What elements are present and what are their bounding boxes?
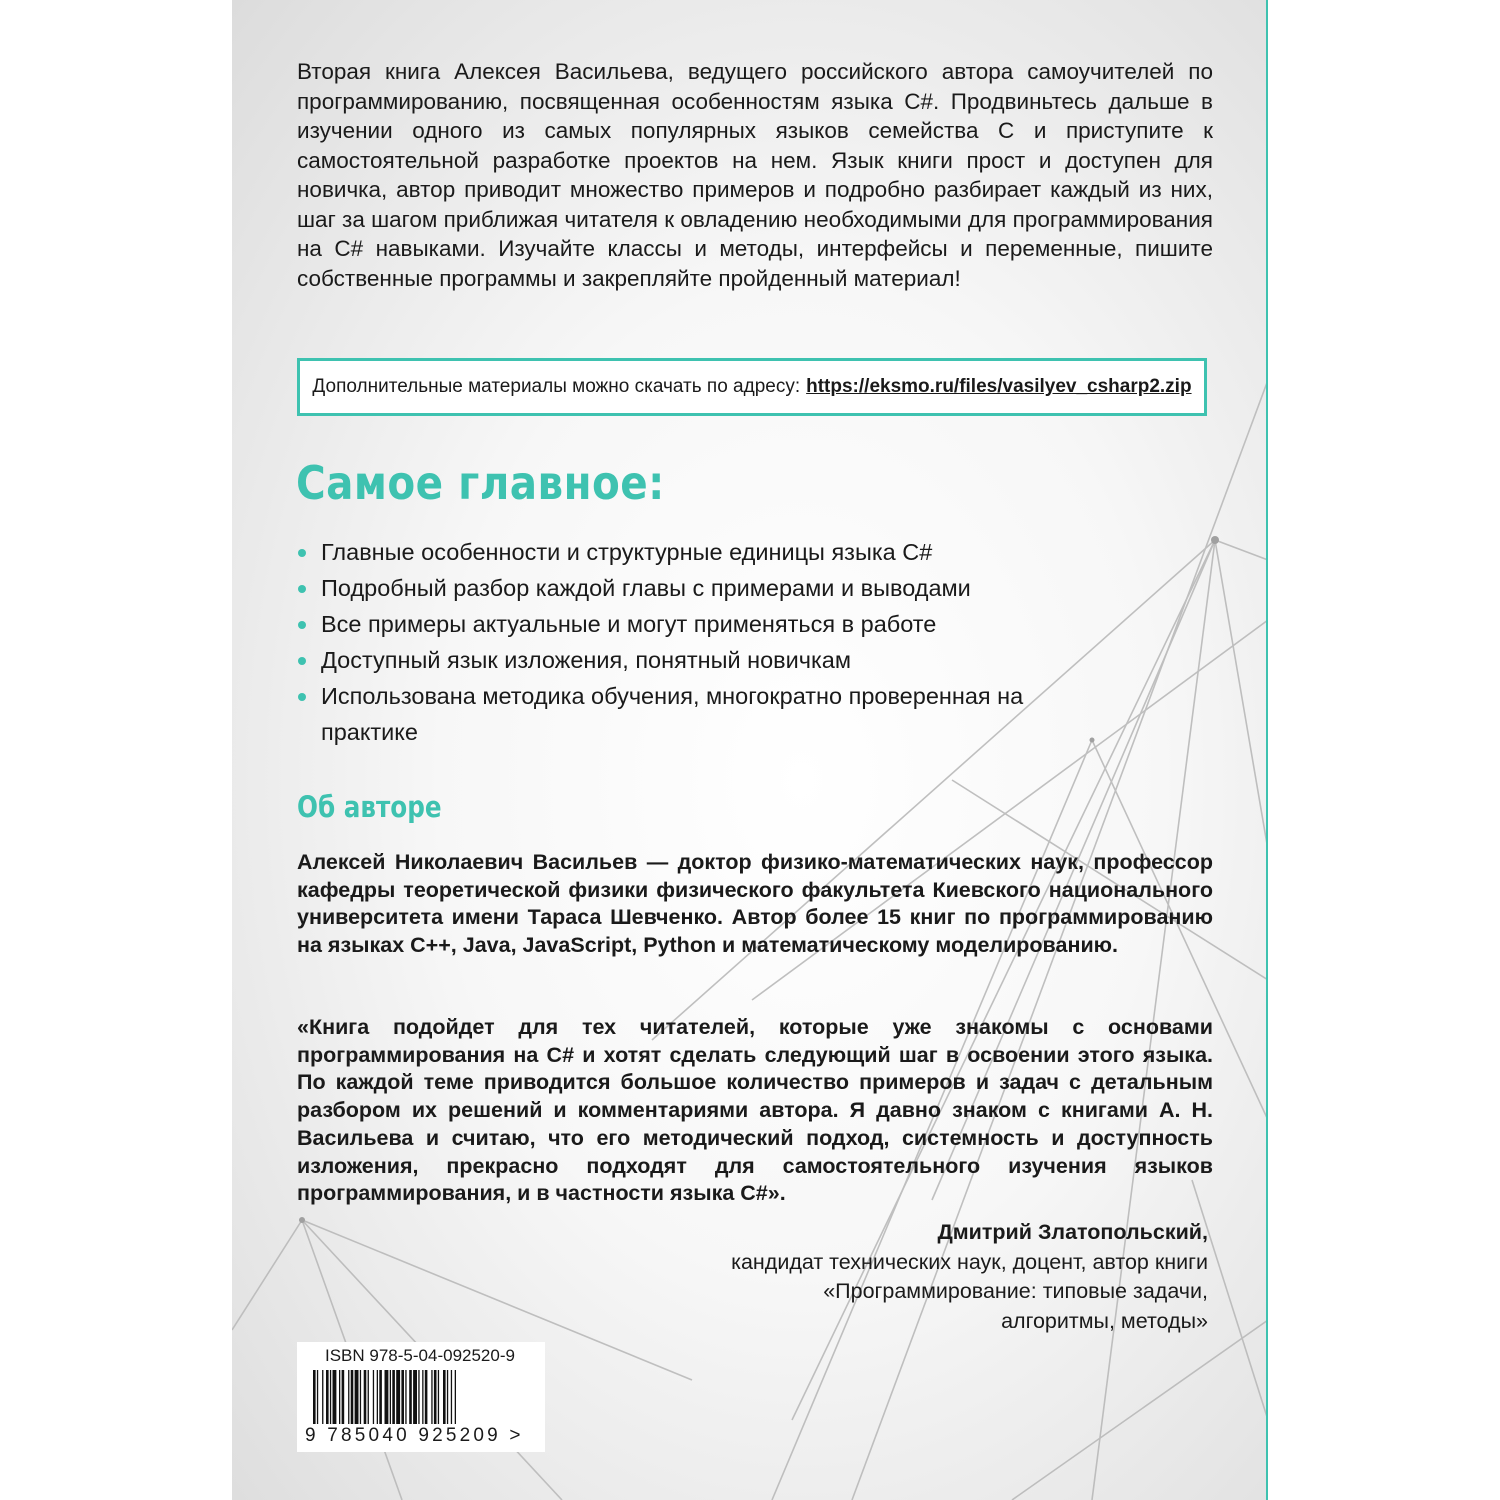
about-author-heading: Об авторе	[297, 790, 442, 824]
reviewer-book-title: «Программирование: типовые задачи,	[823, 1279, 1208, 1303]
download-materials-box	[297, 358, 1207, 416]
feature-item: Все примеры актуальные и могут применяться в работе	[297, 606, 1097, 642]
reviewer-title: кандидат технических наук, доцент, автор книги	[731, 1249, 1208, 1274]
review-quote: «Книга подойдет для тех читателей, которые уже знакомы с основами программирования на C# и хотят сделать следующий шаг в освоении этого языка. По каждой теме приводится большое количество примеров и задач с детальным разбором их решений и комментариями автора. Я давно знаком с книгами А. Н. Васильева и считаю, что его методический подход, системность и доступность изложения, прекрасно подходят для самостоятельного изучения языков программирования, и в частности языка C#».	[297, 1015, 1213, 1206]
reviewer-name: Дмитрий Златопольский,	[937, 1220, 1208, 1244]
isbn-barcode-block	[297, 1342, 545, 1452]
main-heading: Самое главное:	[296, 456, 665, 510]
feature-item: Подробный разбор каждой главы с примерами и выводами	[297, 570, 1097, 606]
download-link[interactable]: https://eksmo.ru/files/vasilyev_csharp2.zip	[806, 376, 1192, 397]
reviewer-book-title-cont: алгоритмы, методы»	[1001, 1308, 1208, 1333]
feature-item: Доступный язык изложения, понятный новичкам	[297, 642, 1097, 678]
feature-item: Главные особенности и структурные единицы языка C#	[297, 534, 1097, 570]
features-list	[297, 534, 1097, 750]
reviewer-signature	[508, 1218, 1208, 1336]
barcode-digits: 9 785040 925209 >	[305, 1425, 524, 1446]
spine-accent-line	[1266, 0, 1268, 1500]
isbn-label: ISBN 978-5-04-092520-9	[325, 1346, 515, 1365]
download-label: Дополнительные материалы можно скачать по адресу:	[312, 376, 801, 397]
about-author-text: Алексей Николаевич Васильев — доктор физико-математических наук, профессор кафедры теоретической физики физического факультета Киевского национального университета имени Тараса Шевченко. Автор более 15 книг по программированию на языках C++, Java, JavaScript, Python и математическому моделированию.	[297, 850, 1213, 958]
book-description: Вторая книга Алексея Васильева, ведущего российского автора самоучителей по программированию, посвященная особенностям языка C#. Продвиньтесь дальше в изучении одного из самых популярных языков семейства C и приступите к самостоятельной разработке проектов на нем. Язык книги прост и доступен для новичка, автор приводит множество примеров и подробно разбирает каждый из них, шаг за шагом приближая читателя к овладению необходимыми для программирования на C# навыками. Изучайте классы и методы, интерфейсы и переменные, пишите собственные программы и закрепляйте пройденный материал!	[297, 59, 1213, 291]
feature-item: Использована методика обучения, многократно проверенная на практике	[297, 678, 1097, 750]
